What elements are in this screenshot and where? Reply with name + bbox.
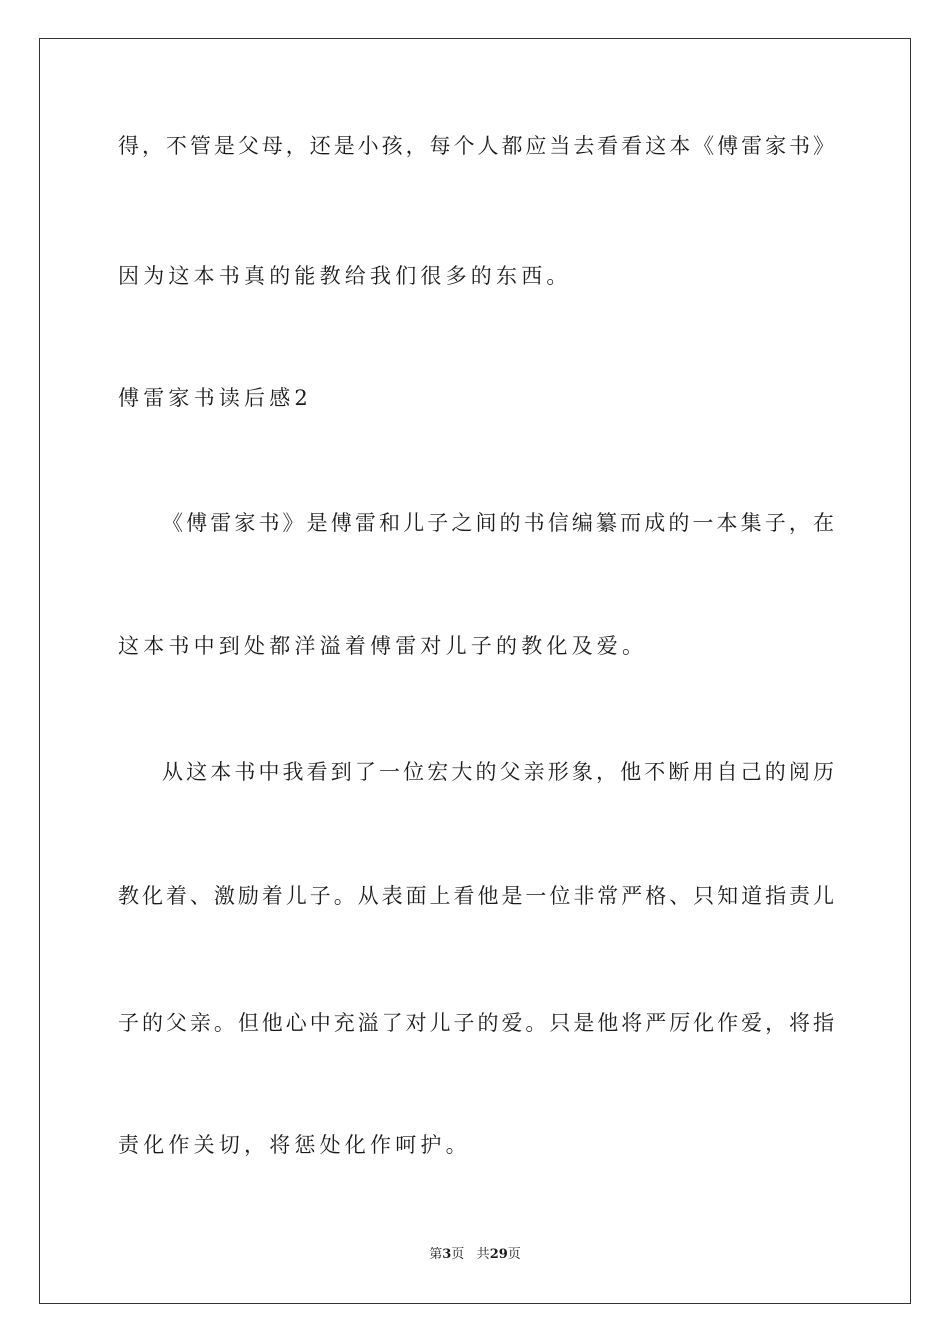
paragraph-line-8: 责化作关切，将惩处化作呵护。 [118, 1133, 471, 1157]
paragraph-line-5: 从这本书中我看到了一位宏大的父亲形象，他不断用自己的阅历 [162, 760, 834, 784]
page-footer [0, 1247, 950, 1263]
page-border [39, 38, 911, 1304]
paragraph-line-4: 这本书中到处都洋溢着傅雷对儿子的教化及爱。 [118, 634, 648, 658]
paragraph-line-3: 《傅雷家书》是傅雷和儿子之间的书信编纂而成的一本集子，在 [162, 511, 834, 535]
paragraph-line-1: 得，不管是父母，还是小孩，每个人都应当去看看这本《傅雷家书》 [118, 134, 834, 158]
section-heading: 傅雷家书读后感2 [118, 386, 312, 410]
footer-total-suffix: 页 [507, 1247, 521, 1262]
paragraph-line-6: 教化着、激励着儿子。从表面上看他是一位非常严格、只知道指责儿 [118, 884, 834, 908]
footer-page-prefix: 第 [429, 1247, 443, 1262]
footer-total-pages: 29 [489, 1247, 508, 1262]
footer-page-number: 3 [442, 1247, 452, 1262]
paragraph-line-7: 子的父亲。但他心中充溢了对儿子的爱。只是他将严厉化作爱，将指 [118, 1011, 834, 1035]
footer-total-prefix: 共 [476, 1247, 490, 1262]
paragraph-line-2: 因为这本书真的能教给我们很多的东西。 [118, 264, 572, 288]
footer-page-suffix: 页 [451, 1247, 465, 1262]
